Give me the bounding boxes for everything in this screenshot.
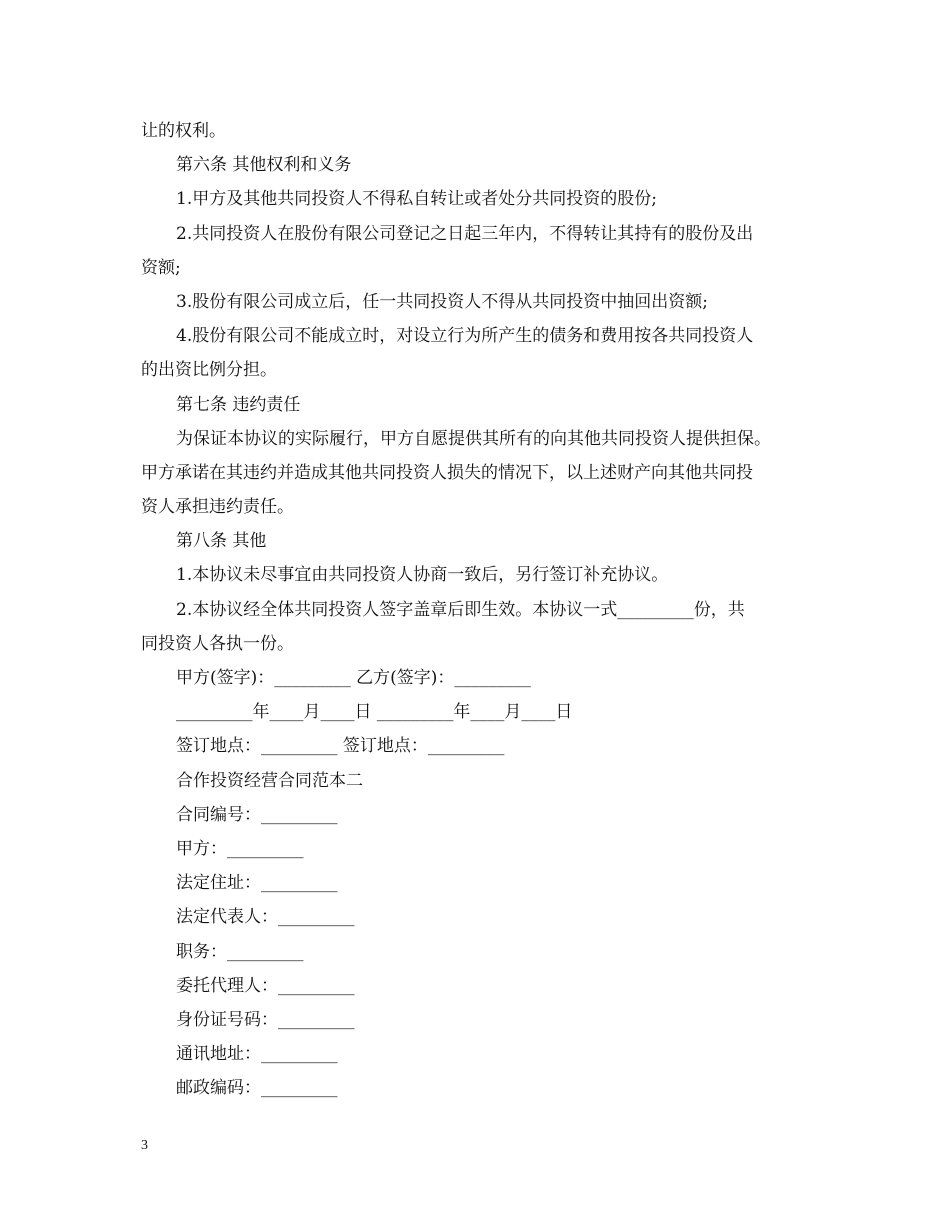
text-line: 资额; — [141, 257, 181, 278]
text-line: 2.共同投资人在股份有限公司登记之日起三年内，不得转让其持有的股份及出 — [176, 223, 754, 244]
text-line: 2.本协议经全体共同投资人签字盖章后即生效。本协议一式_________份，共 — [176, 599, 745, 620]
text-line: 第七条 违约责任 — [176, 394, 301, 415]
text-line: 1.甲方及其他共同投资人不得私自转让或者处分共同投资的股份; — [176, 189, 657, 210]
text-line: 1.本协议未尽事宜由共同投资人协商一致后，另行签订补充协议。 — [176, 565, 669, 586]
text-line: 为保证本协议的实际履行，甲方自愿提供其所有的向其他共同投资人提供担保。 — [176, 428, 771, 449]
text-line: 身份证号码：_________ — [176, 1009, 355, 1030]
text-line: 4.股份有限公司不能成立时，对设立行为所产生的债务和费用按各共同投资人 — [176, 326, 754, 347]
text-line: 同投资人各执一份。 — [141, 633, 294, 654]
text-line: 甲方：_________ — [176, 838, 304, 859]
text-line: 委托代理人：_________ — [176, 975, 355, 996]
text-line: 邮政编码：_________ — [176, 1078, 338, 1099]
text-line: 通讯地址：_________ — [176, 1044, 338, 1065]
text-line: 资人承担违约责任。 — [141, 497, 294, 518]
text-line: 职务：_________ — [176, 941, 304, 962]
text-line: 合作投资经营合同范本二 — [176, 770, 363, 791]
text-line: 甲方承诺在其违约并造成其他共同投资人损失的情况下，以上述财产向其他共同投 — [141, 462, 753, 483]
page-number: 3 — [141, 1138, 148, 1153]
text-line: _________年____月____日 _________年____月____日 — [176, 702, 573, 723]
text-line: 第六条 其他权利和义务 — [176, 155, 352, 176]
text-line: 法定代表人：_________ — [176, 907, 355, 928]
text-line: 第八条 其他 — [176, 531, 267, 552]
text-line: 签订地点：_________ 签订地点：_________ — [176, 736, 505, 757]
text-line: 法定住址：_________ — [176, 873, 338, 894]
text-line: 甲方(签字)：_________ 乙方(签字)：_________ — [176, 668, 531, 688]
text-line: 让的权利。 — [141, 121, 226, 141]
text-line: 合同编号：_________ — [176, 804, 338, 825]
text-line: 3.股份有限公司成立后，任一共同投资人不得从共同投资中抽回出资额; — [176, 291, 708, 312]
text-line: 的出资比例分担。 — [141, 360, 277, 381]
document-body — [141, 114, 813, 1105]
